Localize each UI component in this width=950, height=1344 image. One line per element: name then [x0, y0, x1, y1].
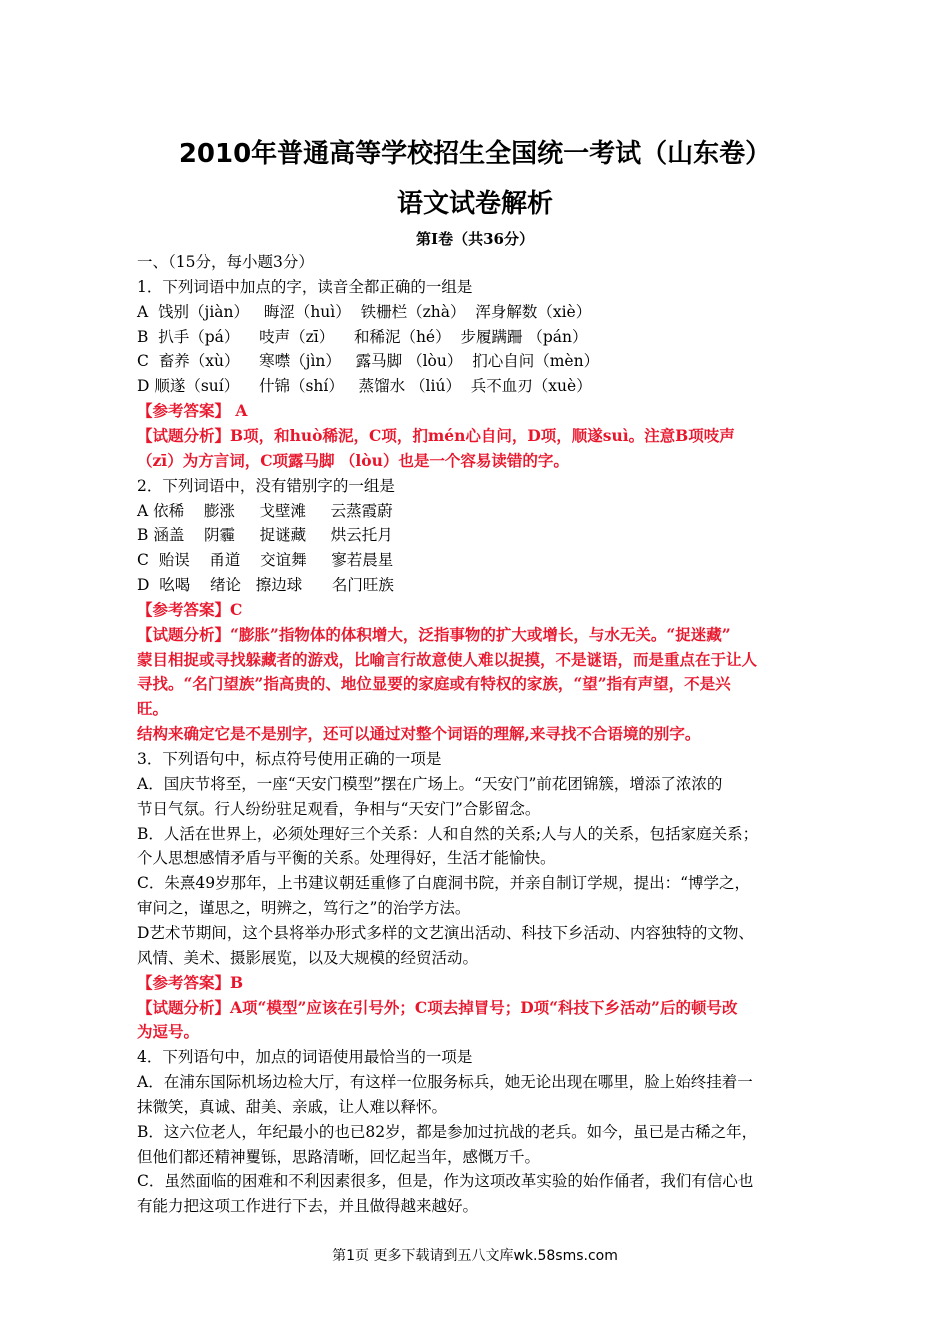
question-line: B．这六位老人，年纪最小的也已82岁，都是参加过抗战的老兵。如今，虽已是古稀之年，	[137, 1122, 758, 1141]
question-line: C 畜养（xù） 寒噤（jìn） 露马脚 （lòu） 扪心自问（mèn）	[137, 352, 600, 371]
page-footer: 第1页 更多下载请到五八文库wk.58sms.com	[332, 1248, 618, 1264]
document-subtitle: 语文试卷解析	[396, 189, 553, 219]
question-line: 4．下列语句中，加点的词语使用最恰当的一项是	[137, 1048, 473, 1067]
question-line: 3．下列语句中，标点符号使用正确的一项是	[137, 750, 442, 768]
answer-line: （zī）为方言词，C项露马脚 （lòu）也是一个容易读错的字。	[137, 450, 569, 470]
answer-line: 【试题分析】“膨胀”指物体的体积增大，泛指事物的扩大或增长，与水无关。“捉迷藏”	[137, 624, 731, 644]
question-line: 审问之，谨思之，明辨之，笃行之”的治学方法。	[137, 899, 471, 918]
document-title: 2010年普通高等学校招生全国统一考试（山东卷）	[178, 139, 772, 169]
question-line: C．虽然面临的困难和不利因素很多，但是，作为这项改革实验的始作俑者，我们有信心也	[137, 1172, 754, 1191]
question-line: A．在浦东国际机场边检大厅，有这样一位服务标兵，她无论出现在哪里，脸上始终挂着一	[137, 1073, 753, 1092]
question-line: 个人思想感情矛盾与平衡的关系。处理得好，生活才能愉快。	[137, 849, 556, 868]
section-heading: 第Ⅰ卷（共36分）	[416, 230, 534, 248]
question-line: 2．下列词语中，没有错别字的一组是	[137, 476, 395, 495]
question-line: A 依稀 膨涨 戈壁滩 云蒸霞蔚	[137, 501, 393, 520]
answer-line: 【参考答案】C	[137, 599, 243, 619]
question-line: C 贻误 甬道 交谊舞 寥若晨星	[137, 551, 394, 570]
question-line: A 饯别（jiàn） 晦涩（huì） 铁栅栏（zhà） 浑身解数（xiè）	[137, 302, 592, 321]
question-line: D艺术节期间，这个县将举办形式多样的文艺演出活动、科技下乡活动、内容独特的文物、	[137, 923, 754, 942]
answer-line: 【参考答案】 A	[137, 401, 248, 421]
question-line: 1．下列词语中加点的字，读音全都正确的一组是	[137, 277, 473, 296]
question-line: 风情、美术、摄影展览，以及大规模的经贸活动。	[137, 948, 479, 967]
question-line: 有能力把这项工作进行下去，并且做得越来越好。	[137, 1197, 479, 1216]
question-line: 一、（15分，每小题3分）	[137, 253, 314, 271]
answer-line: 寻找。“名门望族”指高贵的、地位显要的家庭或有特权的家族，“望”指有声望，不是兴	[137, 674, 731, 694]
question-line: D 顺遂（suí） 什锦（shí） 蒸馏水 （liú） 兵不血刃（xuè）	[137, 377, 592, 396]
question-line: B．人活在世界上，必须处理好三个关系：人和自然的关系;人与人的关系，包括家庭关系；	[137, 824, 759, 843]
question-line: 节日气氛。行人纷纷驻足观看，争相与“天安门”合影留念。	[137, 799, 541, 818]
question-line: A．国庆节将至，一座“天安门模型”摆在广场上。“天安门”前花团锦簇，增添了浓浓的	[137, 774, 723, 793]
question-line: D 吆喝 绪论 擦边球 名门旺族	[137, 576, 394, 595]
question-line: C．朱熹49岁那年，上书建议朝廷重修了白鹿洞书院，并亲自制订学规，提出：“博学之，	[137, 874, 751, 893]
answer-line: 【参考答案】B	[137, 972, 244, 992]
answer-line: 结构来确定它是不是别字，还可以通过对整个词语的理解,来寻找不合语境的别字。	[137, 724, 701, 744]
answer-line: 蒙目相捉或寻找躲藏者的游戏，比喻言行故意使人难以捉摸，不是谜语，而是重点在于让人	[137, 649, 758, 669]
question-line: B 涵盖 阴霾 捉谜藏 烘云托月	[137, 526, 393, 545]
answer-line: 【试题分析】A项“模型”应该在引号外；C项去掉冒号；D项“科技下乡活动”后的顿号改	[137, 997, 738, 1017]
answer-line: 为逗号。	[137, 1022, 200, 1042]
question-line: B 扒手（pá） 吱声（zī） 和稀泥（hé） 步履蹒跚 （pán）	[137, 327, 588, 346]
answer-line: 旺。	[137, 699, 169, 719]
question-line: 但他们都还精神矍铄，思路清晰，回忆起当年，感慨万千。	[137, 1147, 541, 1166]
question-line: 抹微笑，真诚、甜美、亲戚，让人难以释怀。	[137, 1097, 448, 1116]
answer-line: 【试题分析】B项，和huò稀泥，C项，扪mén心自问，D项，顺遂suì。注意B项吱声	[137, 425, 735, 445]
